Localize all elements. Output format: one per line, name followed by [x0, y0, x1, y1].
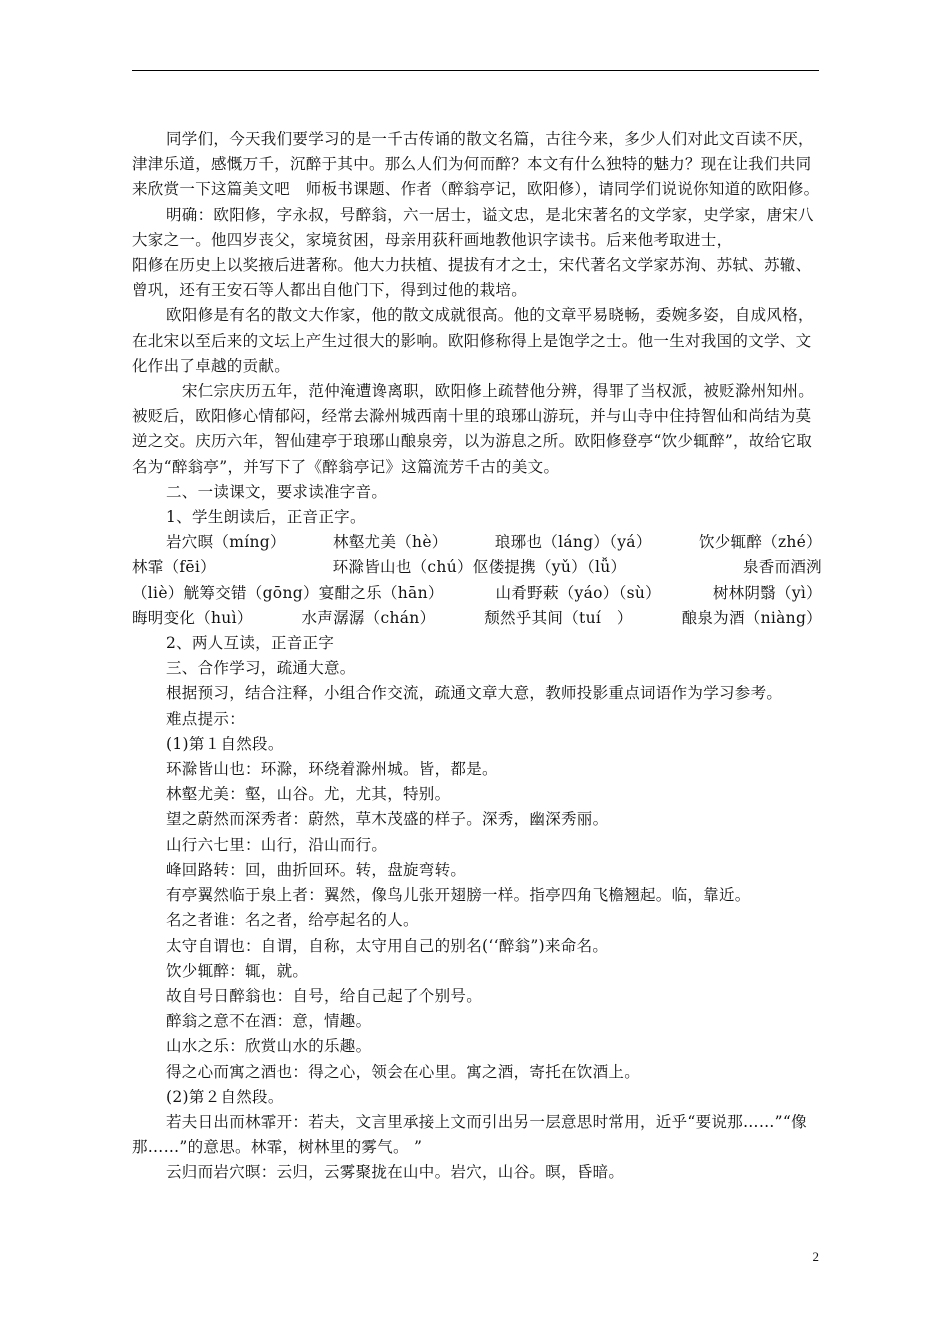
pinyin-item: 水声潺潺（chán）: [301, 608, 436, 627]
note-item: 环滁皆山也：环滁，环绕着滁州城。皆，都是。: [166, 760, 498, 779]
note-item: 饮少辄醉：辄，就。: [166, 961, 309, 980]
pinyin-item: 饮少辄醉（zhé）: [698, 533, 822, 552]
pinyin-item: 环滁皆山也（chú）伛偻提携（yǔ）（lǚ）: [332, 558, 627, 577]
pinyin-item: 林霏（fēi）: [132, 558, 216, 577]
paragraph-1-label: (1)第１自然段。: [166, 734, 284, 753]
note-item: 云归而岩穴暝：云归，云雾聚拢在山中。岩穴，山谷。暝，昏暗。: [166, 1163, 625, 1182]
pinyin-row: [132, 555, 822, 580]
pinyin-item: 琅琊也（láng）（yá）: [494, 533, 652, 552]
pinyin-item: 颓然乎其间（tuí ）: [484, 608, 633, 627]
pinyin-row: [132, 581, 822, 606]
section-2-heading: 二、一读课文，要求读准字音。: [166, 482, 388, 501]
note-item: 醉翁之意不在酒：意，情趣。: [166, 1012, 372, 1031]
note-item: 太守自谓也：自谓，自称，太守用自己的别名(‘‘醉翁”)来命名。: [166, 936, 609, 955]
note-item: 有亭翼然临于泉上者：翼然，像鸟儿张开翅膀一样。指亭四角飞檐翘起。临，靠近。: [166, 886, 751, 905]
author-paragraph: 明确：欧阳修，字永叔，号醉翁，六一居士，谥文忠，是北宋著名的文学家，史学家，唐宋八大家之一。他四岁丧父，家境贫困，母亲用荻秆画地教他识字读书。后来他考取进士，: [132, 205, 814, 249]
note-item: 得之心而寓之酒也：得之心，领会在心里。寓之酒，寄托在饮酒上。: [166, 1062, 641, 1081]
note-item: 林壑尤美：壑，山谷。尤，尤其，特别。: [166, 785, 451, 804]
note-item: 望之蔚然而深秀者：蔚然，草木茂盛的样子。深秀，幽深秀丽。: [166, 810, 609, 829]
note-item: 名之者谁：名之者，给亭起名的人。: [166, 911, 419, 930]
pinyin-item: （liè）觥筹交错（gōng）宴酣之乐（hān）: [132, 583, 444, 602]
section-3-heading: 三、合作学习，疏通大意。: [166, 659, 356, 678]
header-rule: [132, 70, 819, 71]
pinyin-row: [132, 530, 822, 555]
pinyin-row: [132, 606, 822, 631]
page-number: 2: [812, 1249, 819, 1264]
pinyin-item: 岩穴暝（míng）: [166, 533, 286, 552]
paragraph-2-label: (2)第２自然段。: [166, 1087, 284, 1106]
background-paragraph: 宋仁宗庆历五年，范仲淹遭谗离职，欧阳修上疏替他分辨，得罪了当权派，被贬滁州知州。被贬后，欧阳修心情郁闷，经常去滁州城西南十里的琅琊山游玩，并与山寺中住持智仙和尚结为莫逆之交。庆历六年，智仙建亭于琅琊山酿泉旁，以为游息之所。欧阳修登亭“饮少辄醉”，故给它取名为“醉翁亭”，并写下了《醉翁亭记》这篇流芳千古的美文。: [132, 382, 815, 476]
pinyin-item: 晦明变化（huì）: [132, 608, 253, 627]
pinyin-item: 树林阴翳（yì）: [712, 583, 822, 602]
author-achievement-paragraph: 欧阳修是有名的散文大作家，他的散文成就很高。他的文章平易晓畅，委婉多姿，自成风格，在北宋以至后来的文坛上产生过很大的影响。欧阳修称得上是饱学之士。他一生对我国的文学、文化作出了卓越的贡献。: [132, 306, 814, 375]
author-paragraph-continued: 阳修在历史上以奖掖后进著称。他大力扶植、提拔有才之士，宋代著名文学家苏洵、苏轼、苏辙、曾巩，还有王安石等人都出自他门下，得到过他的栽培。: [132, 256, 812, 300]
step-2-text: 2、两人互读，正音正字: [166, 634, 335, 653]
document-body: [132, 127, 822, 1186]
pinyin-item: 酿泉为酒（niàng）: [681, 608, 822, 627]
intro-paragraph: 同学们，今天我们要学习的是一千古传诵的散文名篇，古往今来，多少人们对此文百读不厌，津津乐道，感慨万千，沉醉于其中。那么人们为何而醉？本文有什么独特的魅力？现在让我们共同来欣赏一下这篇美文吧 师板书课题、作者（醉翁亭记，欧阳修），请同学们说说你知道的欧阳修。: [132, 130, 820, 199]
step-1-text: 1、学生朗读后，正音正字。: [166, 508, 366, 527]
pinyin-item: 山肴野蔌（yáo）（sù）: [495, 583, 661, 602]
note-item: 故自号日醉翁也：自号，给自己起了个别号。: [166, 986, 483, 1005]
note-item: 山行六七里：山行，沿山而行。: [166, 835, 388, 854]
note-item: 若夫日出而林霏开：若夫，文言里承接上文而引出另一层意思时常用，近乎“要说那……”“像那……”的意思。林霏，树林里的雾气。 ”: [132, 1112, 807, 1157]
note-item: 山水之乐：欣赏山水的乐趣。: [166, 1037, 372, 1056]
pinyin-item: 泉香而酒洌: [742, 558, 822, 577]
pinyin-item: 林壑尤美（hè）: [333, 533, 448, 552]
difficulty-label: 难点提示：: [166, 709, 246, 728]
section-3-instruction: 根据预习，结合注释，小组合作交流，疏通文章大意，教师投影重点词语作为学习参考。: [166, 684, 783, 703]
note-item: 峰回路转：回，曲折回环。转，盘旋弯转。: [166, 860, 467, 879]
